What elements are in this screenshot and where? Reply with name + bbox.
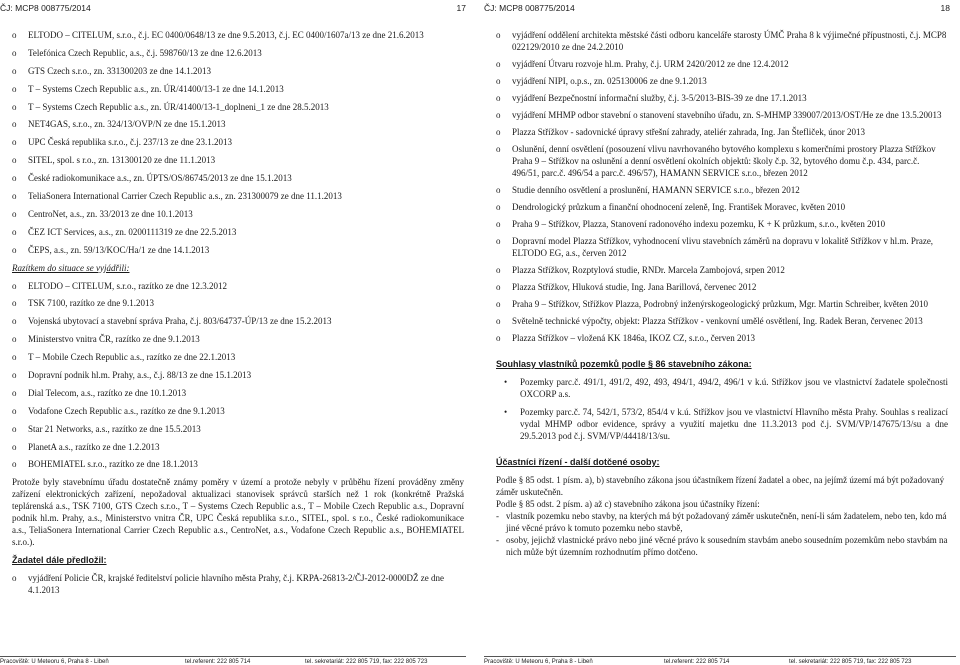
list-item: o ELTODO – CITELUM, s.r.o., razítko ze dne 12.3.2012 xyxy=(12,280,227,291)
list-item: • Pozemky parc.č. 74, 542/1, 573/2, 854/4 v k.ú. Střížkov jsou ve vlastnictví Hlavního města Prahy. Souhlas s realizací vydal MHMP odbor evidence, správy a využití majetku dne 11.3.2013 pod č.j. SVM/VP/147675/13/su a dne 29.5.2013 pod č.j. SVM/VP/44418/13/su. xyxy=(504,407,948,441)
list-item: o Dial Telecom, a.s., razítko ze dne 10.1.2013 xyxy=(12,387,187,398)
list-item: o NET4GAS, s.r.o., zn. 324/13/OVP/N ze dne 15.1.2013 xyxy=(12,119,226,130)
list-item: o České radiokomunikace a.s., zn. ÚPTS/OS/86745/2013 ze dne 15.1.2013 xyxy=(12,173,292,184)
list-item: o Plazza Střížkov, Hluková studie, Ing. Jana Barillová, červenec 2012 xyxy=(496,282,757,292)
ucastnici-line: Podle § 85 odst. 1 písm. a), b) stavebního zákona jsou účastníkem řízení žadatel a obec, na jejímž území má být požadovaný záměr uskutečněn. xyxy=(496,475,945,497)
footer-referent: tel.referent: 222 805 714 xyxy=(185,659,251,665)
list-item: o Ministerstvo vnitra ČR, razítko ze dne 9.1.2013 xyxy=(12,334,200,345)
page-content xyxy=(496,29,948,558)
list-item: o Star 21 Networks, a.s., razítko ze dne 15.5.2013 xyxy=(12,423,201,434)
list-item: o Dopravní model Plazza Střížkov, vyhodnocení vlivu stavebních záměrů na dopravu v lokalitě Střížkov v hl.m. Praze, ELTODO EG, a.s., červen 2012 xyxy=(496,236,934,258)
list-item: o Telefónica Czech Republic, a.s., č.j. 598760/13 ze dne 12.6.2013 xyxy=(12,47,262,58)
footer-referent: tel.referent: 222 805 714 xyxy=(664,659,730,665)
page-content xyxy=(12,29,464,602)
list-item: o ČEPS, a.s., zn. 59/13/KOC/Ha/1 ze dne 14.1.2013 xyxy=(12,244,210,255)
list-item: o Plazza Střížkov – vložená KK 1846a, IKOZ CZ, s.r.o., červen 2013 xyxy=(496,333,755,343)
footer-sekretariat: tel. sekretariát: 222 805 719, fax: 222 805 723 xyxy=(305,659,428,665)
list-item: o vyjádření MHMP odbor stavební o stanovení stavebního úřadu, zn. S-MHMP 339007/2013/OST/He ze dne 13.5.20013 xyxy=(496,110,942,120)
stanoviska-list xyxy=(12,29,464,256)
list-item: o T – Systems Czech Republic a.s., zn. ÚR/41400/13-1_doplneni_1 ze dne 28.5.2013 xyxy=(12,101,329,112)
razitkem-heading: Razítkem do situace se vyjádřili: xyxy=(12,262,130,273)
podklady-list xyxy=(496,29,948,344)
list-item: o vyjádření oddělení architekta městské části odboru kanceláře starosty ÚMČ Praha 8 k výjimečné přípustnosti, č.j. MCP8 022129/2010 ze dne 24.2.2010 xyxy=(496,30,947,52)
list-item: o SITEL, spol. s r.o., zn. 131300120 ze dne 11.1.2013 xyxy=(12,155,216,166)
list-item: o vyjádření Bezpečnostní informační služby, č.j. 3-5/2013-BIS-39 ze dne 17.1.2013 xyxy=(496,93,807,103)
zadatel-heading: Žadatel dále předložil: xyxy=(12,555,107,566)
page-footer xyxy=(484,656,956,665)
list-item: o vyjádření Útvaru rozvoje hl.m. Prahy, č.j. URM 2420/2012 ze dne 12.4.2012 xyxy=(496,59,789,69)
list-item: o TSK 7100, razítko ze dne 9.1.2013 xyxy=(12,298,154,309)
list-item: o T – Systems Czech Republic a.s., zn. ÚR/41400/13-1 ze dne 14.1.2013 xyxy=(12,83,284,94)
ucastnici-dash-list xyxy=(496,510,948,558)
list-item: o Praha 9 – Střížkov, Střížkov Plazza, Podrobný inženýrskogeologický průzkum, Mgr. Martin Schreiber, květen 2010 xyxy=(496,299,928,309)
ucastnici-line: Podle § 85 odst. 2 písm. a) až c) stavebního zákona jsou účastníky řízení: xyxy=(496,499,760,509)
list-item: o PlanetA a.s., razítko ze dne 1.2.2013 xyxy=(12,441,160,452)
list-item: o vyjádření Policie ČR, krajské ředitelství policie hlavního města Prahy, č.j. KRPA-26813-2/ČJ-2012-0000DŽ ze dne 4.1.2013 xyxy=(12,573,445,596)
list-item: o Světelně technické výpočty, objekt: Plazza Střížkov - venkovní umělé osvětlení, Ing. Radek Beran, červenec 2013 xyxy=(496,316,923,326)
list-item: o Studie denního osvětlení a proslunění, HAMANN SERVICE s.r.o., březen 2012 xyxy=(496,185,800,195)
list-item: o ČEZ ICT Services, a.s., zn. 0200111319 ze dne 22.5.2013 xyxy=(12,226,237,237)
list-item: o ELTODO – CITELUM, s.r.o., č.j. EC 0400/0648/13 ze dne 9.5.2013, č.j. EC 0400/1607a/13 ze dne 21.6.2013 xyxy=(12,30,424,40)
list-item: o Dopravní podnik hl.m. Prahy, a.s., č.j. 88/13 ze dne 15.1.2013 xyxy=(12,370,252,381)
list-item: • Pozemky parc.č. 491/1, 491/2, 492, 493, 494/1, 494/2, 496/1 v k.ú. Střížkov jsou ve vlastnictví žadatele společnosti OXCORP a.s. xyxy=(504,377,948,399)
ucastnici-heading: Účastníci řízení - další dotčené osoby: xyxy=(496,457,660,467)
list-item: - vlastník pozemku nebo stavby, na kterých má být požadovaný záměr uskutečněn, není-li sám žadatelem, nebo ten, kdo má jiné věcné právo k tomuto pozemku nebo stavbě, xyxy=(496,511,947,533)
list-item: o UPC Česká republika s.r.o., č.j. 237/13 ze dne 23.1.2013 xyxy=(12,137,232,148)
list-item: o CentroNet, a.s., zn. 33/2013 ze dne 10.1.2013 xyxy=(12,208,193,219)
page-number: 17 xyxy=(456,3,466,13)
footer-address: Pracoviště: U Meteoru 6, Praha 8 - Libeň xyxy=(0,659,109,665)
footer-sekretariat: tel. sekretariát: 222 805 719, fax: 222 805 723 xyxy=(789,659,912,665)
aktualizace-paragraph: Protože byly stavebnímu úřadu dostatečně známy poměry v území a protože nebyly v průběhu řízení prováděny změny zařízení elektronických zařízení, nepožadoval aktualizaci stanovisek správců starších než 1 rok (konkrétně Pražská teplárenská a.s., TSK 7100, GTS Czech s.r.o., T – Systems Czech Republic a.s., T – Mobile Czech Republic a.s., Dopravní podnik hl.m. Prahy, a.s., Ministerstvo vnitra ČR, UPC Česká republika s.r.o., SITEL, spol. s r.o., České radiokomunikace a.s., TeliaSonera International Carrier Czech Republic a.s., CentroNet, a.s., Vodafone Czech Republic a.s., BOHEMIATEL s.r.o.). xyxy=(12,477,464,548)
souhlasy-heading: Souhlasy vlastníků pozemků podle § 86 stavebního zákona: xyxy=(496,359,752,369)
list-item: o Plazza Střížkov, Rozptylová studie, RNDr. Marcela Zambojová, srpen 2012 xyxy=(496,265,785,275)
list-item: o T – Mobile Czech Republic a.s., razítko ze dne 22.1.2013 xyxy=(12,352,236,363)
zadatel-list xyxy=(12,572,464,596)
list-item: o Plazza Střížkov - sadovnické úpravy střešní zahrady, ateliér zahrada, Ing. Jan Štefliček, únor 2013 xyxy=(496,127,866,137)
list-item: o Vodafone Czech Republic a.s., razítko ze dne 9.1.2013 xyxy=(12,405,225,416)
list-item: - osoby, jejichž vlastnické právo nebo jiné věcné právo k sousedním stavbám anebo sousedním pozemkům nebo stavbám na nich může být územním rozhodnutím přímo dotčeno. xyxy=(496,535,948,557)
souhlasy-list xyxy=(496,376,948,442)
page-number: 18 xyxy=(940,3,950,13)
list-item: o Praha 9 – Střížkov, Plazza, Stanovení radonového indexu pozemku, K + K průzkum, s.r.o., květen 2010 xyxy=(496,219,886,229)
list-item: o Vojenská ubytovací a stavební správa Praha, č.j. 803/64737-ÚP/13 ze dne 15.2.2013 xyxy=(12,316,332,327)
page-18 xyxy=(480,0,960,665)
header-reference: ČJ: MCP8 008775/2014 xyxy=(0,3,91,13)
list-item: o TeliaSonera International Carrier Czech Republic a.s., zn. 231300079 ze dne 11.1.2013 xyxy=(12,191,342,202)
list-item: o GTS Czech s.r.o., zn. 331300203 ze dne 14.1.2013 xyxy=(12,65,211,76)
list-item: o vyjádření NIPI, o.p.s., zn. 025130006 ze dne 9.1.2013 xyxy=(496,76,707,86)
header-reference: ČJ: MCP8 008775/2014 xyxy=(484,3,575,13)
list-item: o Dendrologický průzkum a finanční ohodnocení zeleně, Ing. František Moravec, květen 2010 xyxy=(496,202,846,212)
list-item: o Oslunění, denní osvětlení (posouzení vlivu navrhovaného bytového komplexu s komerčními prostory Plazza Střížkov Praha 9 – Střížkov na oslunění a denní osvětlení okolních objektů: školy č.p. 32, bytového domu č.p. 434, parc.č. 496/51, parc.č. 496/54 a parc.č. 496/57), HAMANN SERVICE s.r.o., březen 2012 xyxy=(496,144,936,178)
page-footer xyxy=(0,656,466,665)
list-item: o BOHEMIATEL s.r.o., razítko ze dne 18.1.2013 xyxy=(12,459,198,470)
footer-address: Pracoviště: U Meteoru 6, Praha 8 - Libeň xyxy=(484,659,593,665)
razitkem-list xyxy=(12,280,464,471)
